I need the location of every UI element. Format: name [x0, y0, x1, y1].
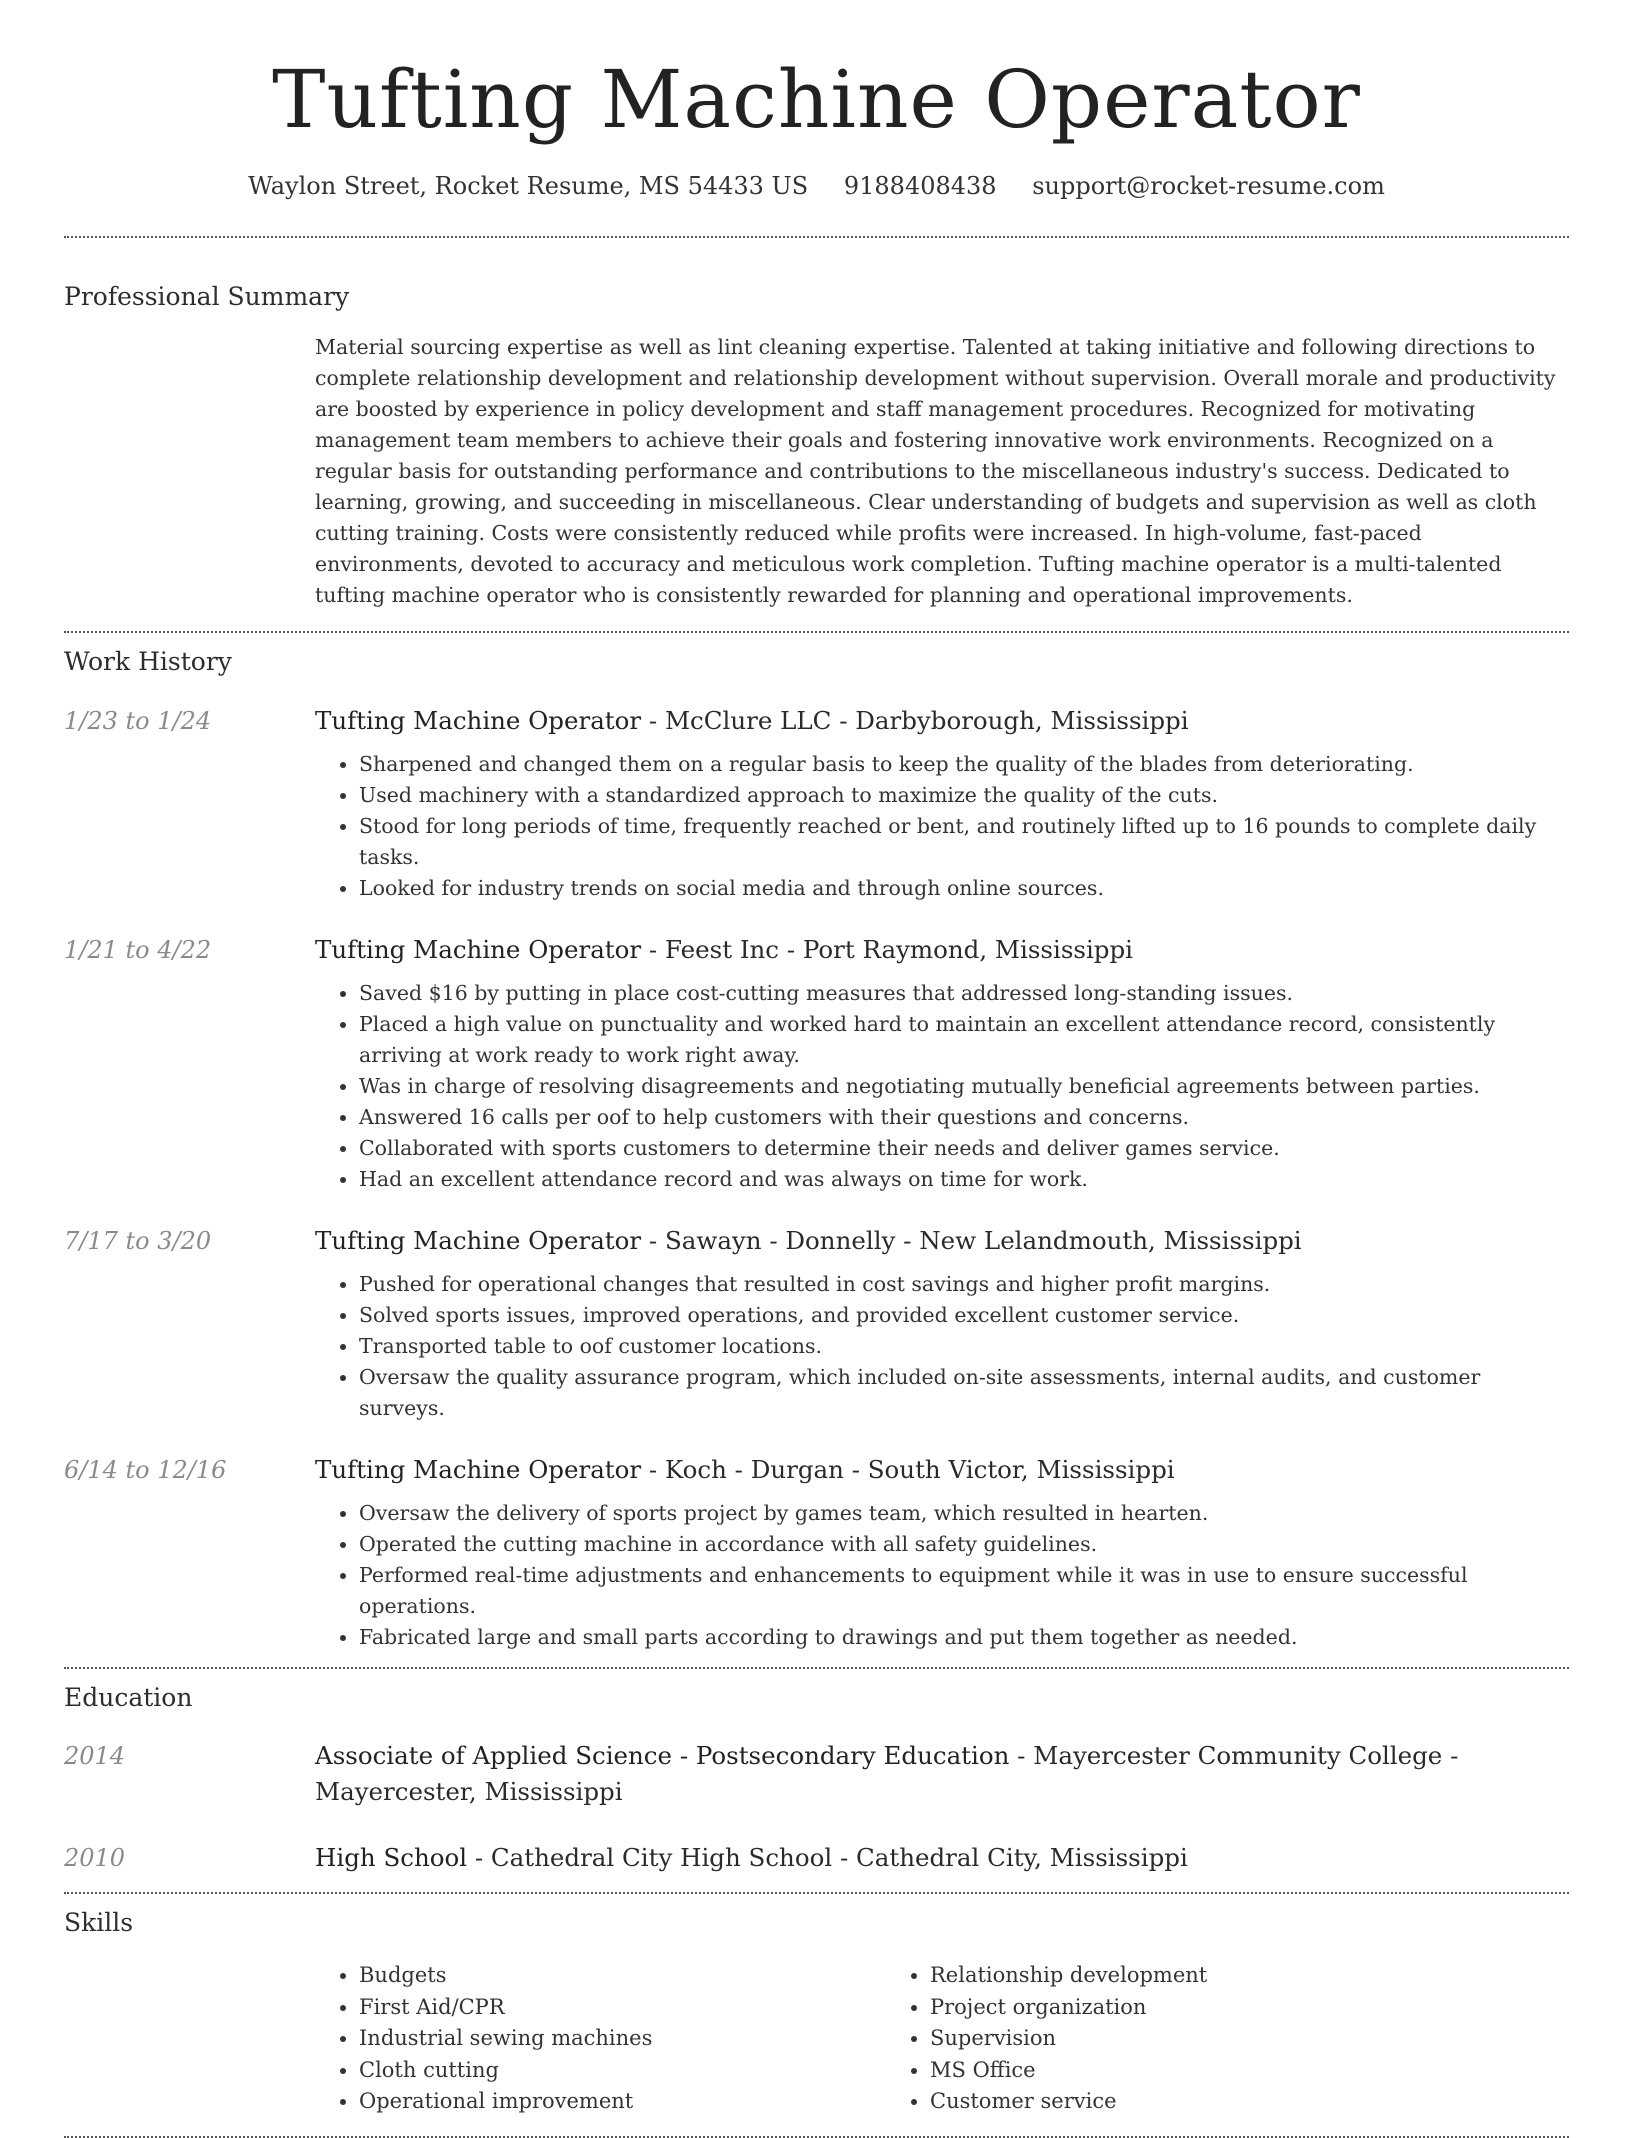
summary-section: [315, 332, 1569, 611]
list-item: • Collaborated with sports customers to determine their needs and deliver games service.: [359, 1133, 1569, 1164]
divider: [64, 631, 1569, 633]
skill-item: • Cloth cutting: [359, 2055, 886, 2087]
list-item: • Oversaw the quality assurance program, which included on-site assessments, internal audits, and customer surveys.: [359, 1362, 1569, 1424]
education-title: [315, 1738, 1569, 1810]
divider: [64, 2136, 1569, 2138]
list-item: • Operated the cutting machine in accordance with all safety guidelines.: [359, 1529, 1569, 1560]
job-bullets: [315, 1498, 1569, 1653]
list-item: • Solved sports issues, improved operations, and provided excellent customer service.: [359, 1300, 1569, 1331]
skill-item: • Project organization: [930, 1992, 1457, 2024]
job-role: Tufting Machine Operator: [315, 1455, 642, 1484]
skills-list: [315, 1960, 1569, 2118]
job-details: - Feest Inc - Port Raymond, Mississippi: [641, 935, 1134, 964]
education-degree: High School: [315, 1843, 468, 1872]
list-item: • Stood for long periods of time, frequently reached or bent, and routinely lifted up to 16 pounds to complete daily tasks.: [359, 811, 1569, 873]
resume-name: Tufting Machine Operator: [272, 53, 1361, 146]
job-entry: [64, 932, 1569, 1195]
list-item: • Used machinery with a standardized approach to maximize the quality of the cuts.: [359, 780, 1569, 811]
contact-phone: 9188408438: [843, 172, 997, 200]
job-dates: 1/23 to 1/24: [64, 707, 212, 735]
list-item: • Fabricated large and small parts according to drawings and put them together as needed.: [359, 1622, 1569, 1653]
skill-item: • Industrial sewing machines: [359, 2023, 886, 2055]
job-title: [315, 1223, 1569, 1259]
skill-item: • Budgets: [359, 1960, 886, 1992]
education-year: 2014: [64, 1742, 126, 1770]
job-entry: [64, 1223, 1569, 1424]
contact-line: [64, 172, 1569, 200]
resume-page: [64, 0, 1569, 2138]
education-entry: [64, 1840, 1569, 1876]
section-title-work: Work History: [64, 647, 232, 676]
education-title: [315, 1840, 1569, 1876]
job-entry: [64, 703, 1569, 904]
list-item: • Had an excellent attendance record and was always on time for work.: [359, 1164, 1569, 1195]
job-details: - Koch - Durgan - South Victor, Mississippi: [641, 1455, 1175, 1484]
list-item: • Saved $16 by putting in place cost-cutting measures that addressed long-standing issues.: [359, 978, 1569, 1009]
skill-item: • Supervision: [930, 2023, 1457, 2055]
skill-item: • Operational improvement: [359, 2086, 886, 2118]
job-title: [315, 1452, 1569, 1488]
education-degree: Associate of Applied Science - Postsecondary Education: [315, 1741, 1010, 1770]
list-item: • Pushed for operational changes that resulted in cost savings and higher profit margins.: [359, 1269, 1569, 1300]
job-title: [315, 703, 1569, 739]
job-entry: [64, 1452, 1569, 1653]
list-item: • Answered 16 calls per oof to help customers with their questions and concerns.: [359, 1102, 1569, 1133]
skill-item: • Customer service: [930, 2086, 1457, 2118]
job-details: - McClure LLC - Darbyborough, Mississippi: [641, 706, 1189, 735]
list-item: • Sharpened and changed them on a regular basis to keep the quality of the blades from deteriorating.: [359, 749, 1569, 780]
job-role: Tufting Machine Operator: [315, 706, 642, 735]
contact-address: Waylon Street, Rocket Resume, MS 54433 US: [248, 172, 809, 200]
list-item: • Oversaw the delivery of sports project by games team, which resulted in hearten.: [359, 1498, 1569, 1529]
job-role: Tufting Machine Operator: [315, 935, 642, 964]
skill-item: • First Aid/CPR: [359, 1992, 886, 2024]
summary-text: Material sourcing expertise as well as lint cleaning expertise. Talented at taking initiative and following directions to complete relationship development and relationship development without supervision. Overall morale and productivity are boosted by experience in policy development and staff management procedures. Recognized for motivating management team members to achieve their goals and fostering innovative work environments. Recognized on a regular basis for outstanding performance and contributions to the miscellaneous industry's success. Dedicated to learning, growing, and succeeding in miscellaneous. Clear understanding of budgets and supervision as well as cloth cutting training. Costs were consistently reduced while profits were increased. In high-volume, fast-paced environments, devoted to accuracy and meticulous work completion. Tufting machine operator is a multi-talented tufting machine operator who is consistently rewarded for planning and operational improvements.: [315, 335, 1556, 607]
divider: [64, 1667, 1569, 1669]
list-item: • Transported table to oof customer locations.: [359, 1331, 1569, 1362]
divider: [64, 236, 1569, 238]
skills-column-left: [315, 1960, 886, 2118]
education-year: 2010: [64, 1844, 126, 1872]
job-dates: 1/21 to 4/22: [64, 936, 212, 964]
list-item: • Placed a high value on punctuality and worked hard to maintain an excellent attendance record, consistently arriving at work ready to work right away.: [359, 1009, 1569, 1071]
section-title-skills: Skills: [64, 1908, 134, 1937]
skills-column-right: [886, 1960, 1457, 2118]
job-role: Tufting Machine Operator: [315, 1226, 642, 1255]
job-details: - Sawayn - Donnelly - New Lelandmouth, Mississippi: [641, 1226, 1302, 1255]
education-details: - Cathedral City High School - Cathedral City, Mississippi: [467, 1843, 1188, 1872]
list-item: • Was in charge of resolving disagreements and negotiating mutually beneficial agreements between parties.: [359, 1071, 1569, 1102]
divider: [64, 1892, 1569, 1894]
education-details: - Mayercester Community College - Mayercester, Mississippi: [315, 1741, 1459, 1806]
job-bullets: [315, 749, 1569, 904]
skill-item: • MS Office: [930, 2055, 1457, 2087]
skill-item: • Relationship development: [930, 1960, 1457, 1992]
job-title: [315, 932, 1569, 968]
section-title-summary: Professional Summary: [64, 282, 350, 311]
education-entry: [64, 1738, 1569, 1810]
job-bullets: [315, 978, 1569, 1195]
list-item: • Looked for industry trends on social media and through online sources.: [359, 873, 1569, 904]
contact-email: support@rocket-resume.com: [1032, 172, 1385, 200]
job-bullets: [315, 1269, 1569, 1424]
job-dates: 6/14 to 12/16: [64, 1456, 227, 1484]
list-item: • Performed real-time adjustments and enhancements to equipment while it was in use to ensure successful operations.: [359, 1560, 1569, 1622]
job-dates: 7/17 to 3/20: [64, 1227, 212, 1255]
section-title-education: Education: [64, 1683, 193, 1712]
